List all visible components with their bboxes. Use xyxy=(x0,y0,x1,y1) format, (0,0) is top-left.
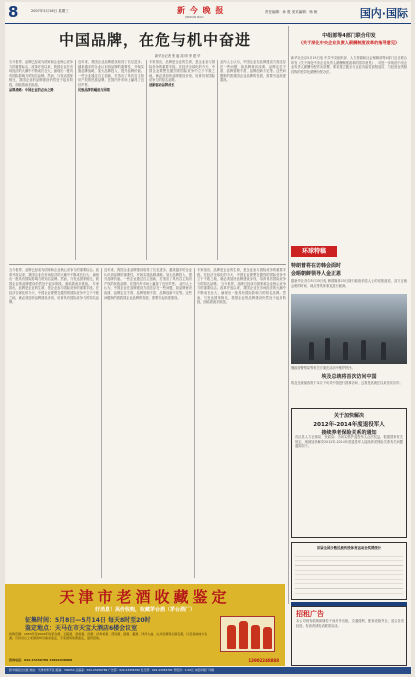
issue-date: 2007年5月16日 星期三 xyxy=(31,9,69,13)
lead-paragraph: 专家指出，品牌是企业的生命，是企业参与国际竞争的重要手段。在经济全球化的今天，中国企业要想在激烈的国际竞争中立于不败之地，就必须加快品牌建设步伐，培育具有国际竞争力的知名品牌。 xyxy=(149,60,215,83)
bottle-icon xyxy=(251,625,260,649)
world-lead xyxy=(291,279,407,293)
world-paragraph: 埃及总统塞西将于本月下旬对中国进行国事访问，这将是其就任以来首次访华。 xyxy=(291,381,403,385)
column-divider xyxy=(194,268,195,578)
notice-title-3: 接续养老保险关系的通知 xyxy=(321,430,377,436)
world-paragraph: 据新华社首尔5月15日电 韩国媒体15日援引政府消息人士的话报道说，双方正就会晤的时间、地点等具体事宜进行磋商。 xyxy=(291,279,407,288)
lead-paragraph: 近年来，我国企业品牌建设取得了长足进步。越来越多的企业认识到品牌的重要性，开始实施品牌战略，加大品牌投入，提升品牌价值。一些企业通过自主创新，打造出了具有自主知识产权的民族品牌，在国内外市场上赢得了良好声誉。 xyxy=(78,60,144,87)
notice-body xyxy=(295,435,403,535)
notice-title-1: 关于加快解决 xyxy=(333,413,364,419)
lead-paragraph: 当今世界，品牌已经成为国家和企业核心竞争力的重要标志。改革开放以来，我国企业在市场经济的大潮中不断成长壮大，涌现出一批具有国际影响力的知名品牌。然而，与发达国家相比，我国企业的品牌建设仍然处于起步阶段，面临着诸多挑战。 xyxy=(9,268,99,286)
world-body-2 xyxy=(291,381,407,405)
medal-table-title: 首届全国少数民族传统体育运动会奖牌统计 xyxy=(316,546,382,550)
ad-contacts: 咨询电话：022-23456789 13902248888 xyxy=(9,658,73,662)
lead-subhead: 创新驱动品牌成长 xyxy=(149,82,175,87)
photo-caption xyxy=(291,366,407,371)
newspaper-page xyxy=(5,2,411,674)
caption-text: 俄政府警察局等有关方面在活动中维护秩序。 xyxy=(291,366,355,370)
world-section-tag: 环球特稿 xyxy=(291,246,337,257)
side-news-body xyxy=(291,56,407,242)
lower-column-2 xyxy=(104,268,192,578)
lead-column-4 xyxy=(220,60,286,260)
photo-figure xyxy=(361,340,366,360)
medal-table-box xyxy=(291,542,407,600)
page-footer: 新今晚报社出版 地址：天津市和平区 邮编：300050 总编室：022-23456789 广告部：022-23456780 发行部：022-23456781 零售价：1.00元 本报印刷厂印刷 xyxy=(5,667,411,674)
photo-figure xyxy=(325,338,330,360)
rent-ad-title: 招租广告 xyxy=(296,610,324,618)
bottle-icon xyxy=(239,621,248,649)
liquor-bottles-image xyxy=(220,616,275,652)
notice-title-2: 2012年-2014年度退役军人 xyxy=(313,422,385,428)
newspaper-latin-name: JINWAN BAO xyxy=(185,15,204,19)
section-name: 国内·国际 xyxy=(359,7,408,20)
ad-title: 天津市老酒收藏鉴定 xyxy=(59,588,231,606)
lead-paragraph: 业内人士认为，中国企业在品牌建设方面还存在一些问题，如品牌意识淡薄、品牌定位不准、品牌管理不善、品牌创新不足等。这些问题制约着我国企业品牌的发展，需要引起高度重视。 xyxy=(220,60,286,83)
column-divider xyxy=(146,60,147,260)
photo-figure xyxy=(343,342,348,360)
page-header xyxy=(5,2,411,24)
rent-ad-box xyxy=(291,606,407,666)
photo-figure xyxy=(381,342,386,360)
side-news-title: 中组部等4部门联合印发 xyxy=(322,33,376,39)
notice-box xyxy=(291,408,407,538)
lead-headline: 中国品牌，在危与机中奋进 xyxy=(58,31,251,49)
liquor-advertisement xyxy=(5,584,285,666)
news-photo xyxy=(291,294,407,364)
world-subhead: 埃及总统将首次访问中国 xyxy=(321,374,377,380)
rent-ad-paragraph: 本公司现有临街商铺若干间对外出租，交通便利，配套设施齐全，适合各类经营。有意者请电话联系洽谈。 xyxy=(296,619,404,628)
column-divider xyxy=(101,268,102,578)
lead-paragraph: 专家指出，品牌是企业的生命，是企业参与国际竞争的重要手段。在经济全球化的今天，中国企业要想在激烈的国际竞争中立于不败之地，就必须加快品牌建设步伐，培育具有国际竞争力的知名品牌。 xyxy=(197,268,286,286)
side-news-paragraph: 新华社北京5月15日电 中共中央组织部、人力资源和社会保障部等4部门近日联合印发《关于深化中央企业负责人薪酬制度改革的指导意见》，对进一步规范中央企业负责人薪酬分配作出部署，要求建立健全与企业功能性质相适应、与经营业绩相挂钩的差异化薪酬分配办法。 xyxy=(291,56,407,74)
ad-slogan: 好消息！高价收购，收藏茅台酒（茅台酒厂） xyxy=(94,607,195,613)
lead-paragraph: 当今世界，品牌已经成为国家和企业核心竞争力的重要标志。改革开放以来，我国企业在市场经济的大潮中不断成长壮大，涌现出一批具有国际影响力的知名品牌。然而，与发达国家相比，我国企业的品牌建设仍然处于起步阶段，面临着诸多挑战。 xyxy=(197,281,286,305)
editor-line: 责任编辑：孙 胜 美术编辑：杨 帆 xyxy=(265,10,318,14)
section-divider xyxy=(9,264,286,265)
lead-subhead: 民族品牌的崛起与困境 xyxy=(78,87,110,92)
bottle-icon xyxy=(263,627,272,649)
lead-column-1 xyxy=(9,60,73,260)
column-divider xyxy=(75,60,76,260)
rent-ad-body xyxy=(296,619,404,663)
ad-place-line: 鉴定地点：天马在市天宝大酒店6楼会议室 xyxy=(25,625,138,632)
world-headline: 特朗普将在访韩会面时 xyxy=(291,263,342,269)
ad-phone: 13902248888 xyxy=(248,658,279,663)
lead-subhead: 品牌战略：中国企业的必由之路 xyxy=(9,87,54,92)
lead-paragraph: 当今世界，品牌已经成为国家和企业核心竞争力的重要标志。改革开放以来，我国企业在市场经济的大潮中不断成长壮大，涌现出一批具有国际影响力的知名品牌。然而，与发达国家相比，我国企业的品牌建设仍然处于起步阶段，面临着诸多挑战。 xyxy=(9,60,73,87)
photo-figure xyxy=(309,342,314,360)
page-number: 8 xyxy=(8,3,19,21)
lead-column-3 xyxy=(149,60,215,260)
sidebar-divider xyxy=(288,26,289,604)
lead-paragraph: 业内人士认为，中国企业在品牌建设方面还存在一些问题，如品牌意识淡薄、品牌定位不准、品牌管理不善、品牌创新不足等。这些问题制约着我国企业品牌的发展，需要引起高度重视。 xyxy=(104,281,192,300)
lower-column-1 xyxy=(9,268,99,578)
side-news-subtitle: 《关于深化中央企业负责人薪酬制度改革的指导意见》 xyxy=(298,40,400,45)
lower-column-3 xyxy=(197,268,286,578)
ad-time-line: 征集时间：5月8日—5月14日 每天8时至20时 xyxy=(25,617,151,624)
world-headline-2: 会晤朝鲜领导人金正恩 xyxy=(291,271,342,277)
lead-byline: 新华社记者 张 毅 周 明 李 建 华 xyxy=(155,54,201,58)
lead-column-2 xyxy=(78,60,144,260)
ad-small-print: 收购范围：1953年至2004年的茅台酒、五粮液、剑南春、汾酒、泸州老窖、西凤酒、郎酒、董酒、洋河大曲、古井贡酒等全国名酒，以及各地地方名酒。凡持有以上老酒者均可前来鉴定，专家现场免费鉴定，高价回收。 xyxy=(9,632,208,640)
filler-text xyxy=(9,92,73,96)
column-divider xyxy=(217,60,218,260)
newspaper-name: 新 今 晚 报 xyxy=(177,5,225,15)
notice-paragraph: 各区县人力社保局、民政局：为切实维护退役军人合法权益，根据国家有关规定，现就加快解决2012年-2014年度退役军人接续养老保险关系有关问题通知如下。 xyxy=(295,435,403,449)
medal-table-grid xyxy=(295,552,403,597)
lead-paragraph: 专家指出，品牌是企业的生命，是企业参与国际竞争的重要手段。在经济全球化的今天，中国企业要想在激烈的国际竞争中立于不败之地，就必须加快品牌建设步伐，培育具有国际竞争力的知名品牌。 xyxy=(9,281,99,305)
bottle-icon xyxy=(227,625,236,649)
lead-paragraph: 近年来，我国企业品牌建设取得了长足进步。越来越多的企业认识到品牌的重要性，开始实施品牌战略，加大品牌投入，提升品牌价值。一些企业通过自主创新，打造出了具有自主知识产权的民族品牌，在国内外市场上赢得了良好声誉。 xyxy=(104,268,192,286)
